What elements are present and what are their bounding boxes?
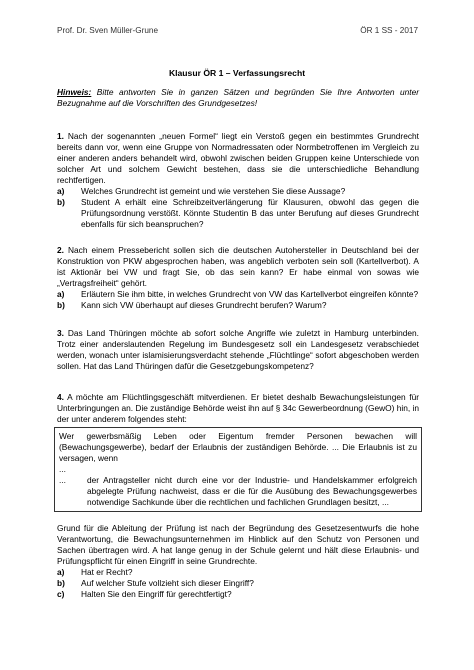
hint-text: Bitte antworten Sie in ganzen Sätzen und begründen Sie Ihre Antworten unter Bezugnahme auf die Vorschriften des Grundgesetzes! <box>57 87 419 108</box>
question-3-number: 3. <box>57 328 64 338</box>
law-quote-item-ellipsis: ... <box>59 475 66 485</box>
question-3 <box>57 328 419 372</box>
question-4-number: 4. <box>57 392 64 402</box>
question-1b <box>57 197 419 230</box>
question-2-number: 2. <box>57 245 64 255</box>
question-1a-label: a) <box>57 186 65 196</box>
question-2a-text: Erläutern Sie ihm bitte, in welches Grundrecht von VW das Kartellverbot eingreifen könnte? <box>81 289 419 299</box>
law-quote-main: Wer gewerbsmäßig Leben oder Eigentum fremder Personen bewachen will (Bewachungsgewerbe), bedarf der Erlaubnis der zuständigen Behörde. ... Die Erlaubnis ist zu versagen, wenn <box>59 431 417 463</box>
law-quote-box <box>54 427 422 512</box>
hint-label: Hinweis: <box>57 87 92 97</box>
page-title: Klausur ÖR 1 – Verfassungsrecht <box>168 68 306 78</box>
law-quote-item <box>59 475 417 508</box>
question-1-number: 1. <box>57 131 64 141</box>
question-4a <box>57 567 419 578</box>
question-2a <box>57 289 419 300</box>
hint-paragraph <box>57 87 419 109</box>
question-2b <box>57 300 419 311</box>
law-quote-ellipsis: ... <box>59 464 66 474</box>
question-4b <box>57 578 419 589</box>
question-4b-label: b) <box>57 578 65 588</box>
question-4a-label: a) <box>57 567 65 577</box>
question-4-continuation-text: Grund für die Ableitung der Prüfung ist nach der Begründung des Gesetzesentwurfs die hohe Verantwortung, die Bewachungsunternehmen im Hinblick auf den Schutz von Personen und Sachen übertragen wird. A hat lange genug in der Schule gelernt und hält diese Erlaubnis- und Prüfungspflicht für einen Eingriff in seine Grundrechte. <box>57 523 419 566</box>
question-2-text: Nach einem Pressebericht sollen sich die deutschen Autohersteller in Deutschland bei der Konstruktion von PKW abgesprochen haben, was angeblich verboten sein soll (Kartellverbot). A ist Aktionär bei VW und fragt Sie, ob das sein kann? Er habe einmal von sowas wie „Vertragsfreiheit“ gehört. <box>57 245 419 288</box>
question-1a-text: Welches Grundrecht ist gemeint und wie verstehen Sie diese Aussage? <box>81 186 346 196</box>
question-1b-label: b) <box>57 197 65 207</box>
question-4c-text: Halten Sie den Eingriff für gerechtfertigt? <box>81 589 232 599</box>
question-1a <box>57 186 419 197</box>
question-4a-text: Hat er Recht? <box>81 567 133 577</box>
question-4-text: A möchte am Flüchtlingsgeschäft mitverdienen. Er bietet deshalb Bewachungsleistungen für Unterbringungen an. Die zuständige Behörde weist ihn auf § 34c Gewerbeordnung (GewO) hin, in der unter anderem folgendes steht: <box>57 392 419 424</box>
question-2b-text: Kann sich VW überhaupt auf dieses Grundrecht berufen? Warum? <box>81 300 327 310</box>
question-1 <box>57 131 419 230</box>
question-2a-label: a) <box>57 289 65 299</box>
question-2 <box>57 245 419 311</box>
question-3-text: Das Land Thüringen möchte ab sofort solche Angriffe wie zuletzt in Hamburg unterbinden. Trotz einer anderslautenden Regelung im Bundesgesetz soll ein Landesgesetz verabschiedet werden, wonach unter islamisierungsverdacht stehende „Flüchtlinge“ sofort abgeschoben werden sollen. Hat das Land Thüringen dafür die Gesetzgebungskompetenz? <box>57 328 419 371</box>
header-course: ÖR 1 SS - 2017 <box>360 26 418 35</box>
question-4c <box>57 589 419 600</box>
question-4 <box>57 392 419 512</box>
question-2b-label: b) <box>57 300 65 310</box>
question-4c-label: c) <box>57 589 65 599</box>
question-4b-text: Auf welcher Stufe vollzieht sich dieser Eingriff? <box>81 578 254 588</box>
question-1b-text: Student A erhält eine Schreibzeitverlängerung für Klausuren, obwohl das gegen die Prüfungsordnung verstößt. Könnte Studentin B das unter Berufung auf dieses Grundrecht ebenfalls für sich beanspruchen? <box>81 197 419 229</box>
law-quote-item-text: der Antragsteller nicht durch eine vor der Industrie- und Handelskammer erfolgreich abgelegte Prüfung nachweist, dass er die für die Ausübung des Bewachungsgewerbes notwendige Sachkunde über die rechtlichen und fachlichen Grundlagen besitzt, ... <box>87 475 417 507</box>
header-author: Prof. Dr. Sven Müller-Grune <box>57 26 159 35</box>
question-4-continuation <box>57 523 419 600</box>
question-1-text: Nach der sogenannten „neuen Formel“ liegt ein Verstoß gegen ein bestimmtes Grundrecht bereits dann vor, wenn eine Gruppe von Normadressaten oder Normbetroffenen im Vergleich zu einer anderen anders behandelt wird, obwohl zwischen beiden Gruppen keine Unterschiede von solcher Art und solchem Gewicht bestehen, dass sie die unterschiedliche Behandlung rechtfertigen. <box>57 131 419 185</box>
